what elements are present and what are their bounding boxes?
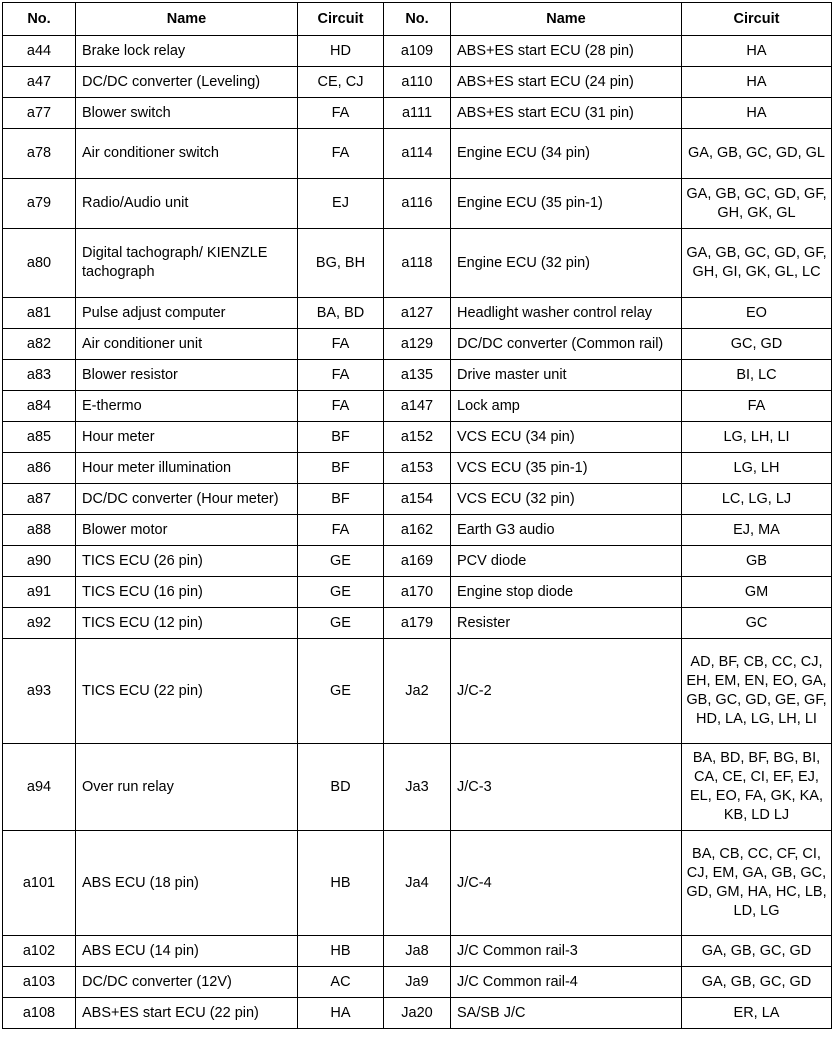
circuit-codes: HB <box>298 831 384 936</box>
connector-number-2: a110 <box>384 67 451 98</box>
circuit-codes: HD <box>298 36 384 67</box>
circuit-codes-2: GB <box>682 546 832 577</box>
circuit-codes: GE <box>298 639 384 744</box>
connector-name: Air conditioner switch <box>76 129 298 179</box>
table-row <box>3 515 832 546</box>
circuit-codes: GE <box>298 546 384 577</box>
header-name: Name <box>76 3 298 36</box>
connector-number-2: Ja4 <box>384 831 451 936</box>
connector-number: a108 <box>3 998 76 1029</box>
circuit-codes-2: GM <box>682 577 832 608</box>
connector-number-2: Ja3 <box>384 744 451 831</box>
connector-name: Blower resistor <box>76 360 298 391</box>
connector-number-2: a109 <box>384 36 451 67</box>
connector-number: a44 <box>3 36 76 67</box>
circuit-codes: FA <box>298 98 384 129</box>
circuit-codes-2: GC <box>682 608 832 639</box>
connector-name: DC/DC converter (12V) <box>76 967 298 998</box>
table-row <box>3 360 832 391</box>
connector-number-2: a152 <box>384 422 451 453</box>
table-row <box>3 298 832 329</box>
connector-number: a83 <box>3 360 76 391</box>
circuit-codes: HA <box>298 998 384 1029</box>
circuit-codes: FA <box>298 329 384 360</box>
connector-name: Hour meter <box>76 422 298 453</box>
connector-name-2: VCS ECU (32 pin) <box>451 484 682 515</box>
table-row <box>3 67 832 98</box>
connector-number-2: a153 <box>384 453 451 484</box>
connector-number: a79 <box>3 179 76 229</box>
connector-number: a87 <box>3 484 76 515</box>
circuit-codes: AC <box>298 967 384 998</box>
circuit-codes: GE <box>298 577 384 608</box>
circuit-codes-2: EO <box>682 298 832 329</box>
connector-number: a101 <box>3 831 76 936</box>
connector-name: DC/DC converter (Leveling) <box>76 67 298 98</box>
connector-number-2: a147 <box>384 391 451 422</box>
circuit-codes-2: LG, LH <box>682 453 832 484</box>
circuit-codes-2: ER, LA <box>682 998 832 1029</box>
connector-name-2: Engine ECU (32 pin) <box>451 229 682 298</box>
connector-number-2: a162 <box>384 515 451 546</box>
circuit-codes: BA, BD <box>298 298 384 329</box>
circuit-codes: BD <box>298 744 384 831</box>
connector-name-2: ABS+ES start ECU (28 pin) <box>451 36 682 67</box>
connector-number-2: a116 <box>384 179 451 229</box>
circuit-codes: FA <box>298 360 384 391</box>
circuit-codes-2: BI, LC <box>682 360 832 391</box>
connector-name-2: J/C Common rail-4 <box>451 967 682 998</box>
circuit-codes-2: HA <box>682 36 832 67</box>
connector-number-2: a129 <box>384 329 451 360</box>
connector-name-2: DC/DC converter (Common rail) <box>451 329 682 360</box>
connector-name-2: VCS ECU (34 pin) <box>451 422 682 453</box>
connector-number: a47 <box>3 67 76 98</box>
connector-name: TICS ECU (16 pin) <box>76 577 298 608</box>
connector-number: a91 <box>3 577 76 608</box>
table-row <box>3 831 832 936</box>
header-no: No. <box>3 3 76 36</box>
connector-name: Brake lock relay <box>76 36 298 67</box>
connector-number: a94 <box>3 744 76 831</box>
connector-name: ABS ECU (18 pin) <box>76 831 298 936</box>
circuit-codes-2: GA, GB, GC, GD <box>682 967 832 998</box>
connector-number-2: a169 <box>384 546 451 577</box>
circuit-codes: BF <box>298 422 384 453</box>
connector-name-2: Engine ECU (35 pin-1) <box>451 179 682 229</box>
connector-name-2: J/C-2 <box>451 639 682 744</box>
connector-number: a103 <box>3 967 76 998</box>
connector-number: a93 <box>3 639 76 744</box>
circuit-codes-2: FA <box>682 391 832 422</box>
connector-name-2: Earth G3 audio <box>451 515 682 546</box>
circuit-codes-2: EJ, MA <box>682 515 832 546</box>
circuit-codes-2: BA, BD, BF, BG, BI, CA, CE, CI, EF, EJ, EL, EO, FA, GK, KA, KB, LD LJ <box>682 744 832 831</box>
connector-name-2: SA/SB J/C <box>451 998 682 1029</box>
connector-name-2: ABS+ES start ECU (24 pin) <box>451 67 682 98</box>
connector-name-2: Resister <box>451 608 682 639</box>
table-row <box>3 936 832 967</box>
table-row <box>3 546 832 577</box>
connector-number: a92 <box>3 608 76 639</box>
connector-number-2: a135 <box>384 360 451 391</box>
connector-number-2: Ja8 <box>384 936 451 967</box>
table-row <box>3 229 832 298</box>
connector-number: a90 <box>3 546 76 577</box>
header-circuit-2: Circuit <box>682 3 832 36</box>
table-row <box>3 98 832 129</box>
connector-name: E-thermo <box>76 391 298 422</box>
table-row <box>3 129 832 179</box>
connector-number-2: a154 <box>384 484 451 515</box>
circuit-codes: FA <box>298 129 384 179</box>
circuit-codes: BG, BH <box>298 229 384 298</box>
circuit-codes: FA <box>298 391 384 422</box>
connector-name-2: PCV diode <box>451 546 682 577</box>
connector-number-2: a127 <box>384 298 451 329</box>
connector-name: Blower switch <box>76 98 298 129</box>
connector-name: Pulse adjust computer <box>76 298 298 329</box>
connector-number-2: a118 <box>384 229 451 298</box>
header-no-2: No. <box>384 3 451 36</box>
table-row <box>3 391 832 422</box>
connector-number: a84 <box>3 391 76 422</box>
connector-name-2: ABS+ES start ECU (31 pin) <box>451 98 682 129</box>
table-row <box>3 36 832 67</box>
connector-number-2: Ja9 <box>384 967 451 998</box>
connector-name: TICS ECU (22 pin) <box>76 639 298 744</box>
header-circuit: Circuit <box>298 3 384 36</box>
table-row <box>3 577 832 608</box>
connector-name-2: Drive master unit <box>451 360 682 391</box>
connector-number-2: a179 <box>384 608 451 639</box>
connector-name: Digital tachograph/ KIENZLE tachograph <box>76 229 298 298</box>
connector-name: DC/DC converter (Hour meter) <box>76 484 298 515</box>
header-row <box>3 3 832 36</box>
circuit-codes: EJ <box>298 179 384 229</box>
connector-number: a88 <box>3 515 76 546</box>
circuit-codes: HB <box>298 936 384 967</box>
circuit-codes: GE <box>298 608 384 639</box>
header-name-2: Name <box>451 3 682 36</box>
table-row <box>3 484 832 515</box>
circuit-codes-2: GA, GB, GC, GD, GF, GH, GK, GL <box>682 179 832 229</box>
table-row <box>3 179 832 229</box>
circuit-codes-2: LG, LH, LI <box>682 422 832 453</box>
connector-number-2: a170 <box>384 577 451 608</box>
circuit-codes-2: GA, GB, GC, GD, GL <box>682 129 832 179</box>
connector-number: a86 <box>3 453 76 484</box>
circuit-codes-2: LC, LG, LJ <box>682 484 832 515</box>
table-row <box>3 329 832 360</box>
circuit-codes-2: HA <box>682 67 832 98</box>
connector-number: a81 <box>3 298 76 329</box>
connector-name: Hour meter illumination <box>76 453 298 484</box>
connector-number: a85 <box>3 422 76 453</box>
connector-name-2: J/C Common rail-3 <box>451 936 682 967</box>
circuit-codes-2: BA, CB, CC, CF, CI, CJ, EM, GA, GB, GC, GD, GM, HA, HC, LB, LD, LG <box>682 831 832 936</box>
connector-number: a78 <box>3 129 76 179</box>
table-row <box>3 608 832 639</box>
connector-number-2: a111 <box>384 98 451 129</box>
connector-name: TICS ECU (26 pin) <box>76 546 298 577</box>
connector-name-2: Engine stop diode <box>451 577 682 608</box>
circuit-codes: BF <box>298 453 384 484</box>
connector-number-2: Ja2 <box>384 639 451 744</box>
connector-number-2: a114 <box>384 129 451 179</box>
connector-number-2: Ja20 <box>384 998 451 1029</box>
connector-name-2: Headlight washer control relay <box>451 298 682 329</box>
table-row <box>3 422 832 453</box>
circuit-codes: CE, CJ <box>298 67 384 98</box>
connector-name-2: J/C-3 <box>451 744 682 831</box>
connector-name-2: Engine ECU (34 pin) <box>451 129 682 179</box>
table-row <box>3 967 832 998</box>
connector-number: a82 <box>3 329 76 360</box>
connector-name-2: J/C-4 <box>451 831 682 936</box>
circuit-codes-2: GA, GB, GC, GD, GF, GH, GI, GK, GL, LC <box>682 229 832 298</box>
circuit-codes-2: GA, GB, GC, GD <box>682 936 832 967</box>
connector-number: a77 <box>3 98 76 129</box>
connector-name: TICS ECU (12 pin) <box>76 608 298 639</box>
connector-table <box>2 2 832 1029</box>
connector-name-2: VCS ECU (35 pin-1) <box>451 453 682 484</box>
circuit-codes: BF <box>298 484 384 515</box>
connector-number: a80 <box>3 229 76 298</box>
connector-number: a102 <box>3 936 76 967</box>
table-row <box>3 453 832 484</box>
circuit-codes-2: HA <box>682 98 832 129</box>
table-row <box>3 744 832 831</box>
connector-name: Over run relay <box>76 744 298 831</box>
circuit-codes: FA <box>298 515 384 546</box>
table-row <box>3 998 832 1029</box>
connector-name: Radio/Audio unit <box>76 179 298 229</box>
connector-name: ABS ECU (14 pin) <box>76 936 298 967</box>
connector-name-2: Lock amp <box>451 391 682 422</box>
connector-name: Air conditioner unit <box>76 329 298 360</box>
connector-name: ABS+ES start ECU (22 pin) <box>76 998 298 1029</box>
connector-name: Blower motor <box>76 515 298 546</box>
table-row <box>3 639 832 744</box>
circuit-codes-2: AD, BF, CB, CC, CJ, EH, EM, EN, EO, GA, GB, GC, GD, GE, GF, HD, LA, LG, LH, LI <box>682 639 832 744</box>
circuit-codes-2: GC, GD <box>682 329 832 360</box>
